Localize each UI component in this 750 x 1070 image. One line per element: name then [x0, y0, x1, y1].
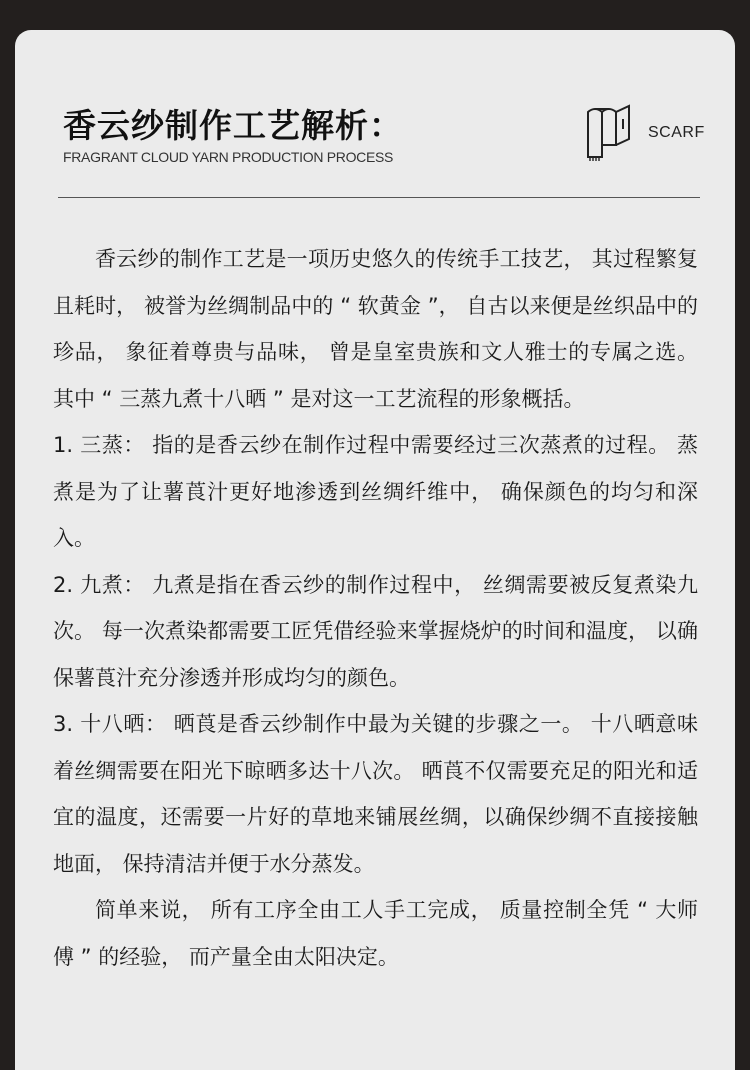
content-card [15, 30, 735, 1070]
intro-paragraph: 香云纱的制作工艺是一项历史悠久的传统手工技艺， 其过程繁复且耗时， 被誉为丝绸制品中的 “ 软黄金 ”， 自古以来便是丝织品中的珍品， 象征着尊贵与品味， 曾是皇室贵族和文人雅士的专属之选。 其中 “ 三蒸九煮十八晒 ” 是对这一工艺流程的形象概括。 [53, 247, 698, 411]
summary-paragraph: 简单来说， 所有工序全由工人手工完成， 质量控制全凭 “ 大师傅 ” 的经验， 而产量全由太阳决定。 [53, 898, 698, 969]
step-three-steams: 1. 三蒸： 指的是香云纱在制作过程中需要经过三次蒸煮的过程。 蒸煮是为了让薯莨汁更好地渗透到丝绸纤维中， 确保颜色的均匀和深入。 [53, 433, 698, 550]
step-nine-boils: 2. 九煮： 九煮是指在香云纱的制作过程中， 丝绸需要被反复煮染九次。 每一次煮染都需要工匠凭借经验来掌握烧炉的时间和温度， 以确保薯莨汁充分渗透并形成均匀的颜色。 [53, 572, 698, 690]
page-title: 香云纱制作工艺解析： [63, 106, 403, 145]
article-body [53, 236, 698, 980]
scarf-label: SCARF [648, 124, 705, 141]
scarf-icon [583, 103, 635, 161]
page-subtitle: FRAGRANT CLOUD YARN PRODUCTION PROCESS [63, 149, 394, 165]
step-eighteen-suns: 3. 十八晒： 晒莨是香云纱制作中最为关键的步骤之一。 十八晒意味着丝绸需要在阳光下晾晒多达十八次。 晒莨不仅需要充足的阳光和适宜的温度，还需要一片好的草地来铺展丝绸，以确保纱绸不直接接触地面， 保持清洁并便于水分蒸发。 [53, 712, 698, 876]
divider [58, 197, 700, 198]
